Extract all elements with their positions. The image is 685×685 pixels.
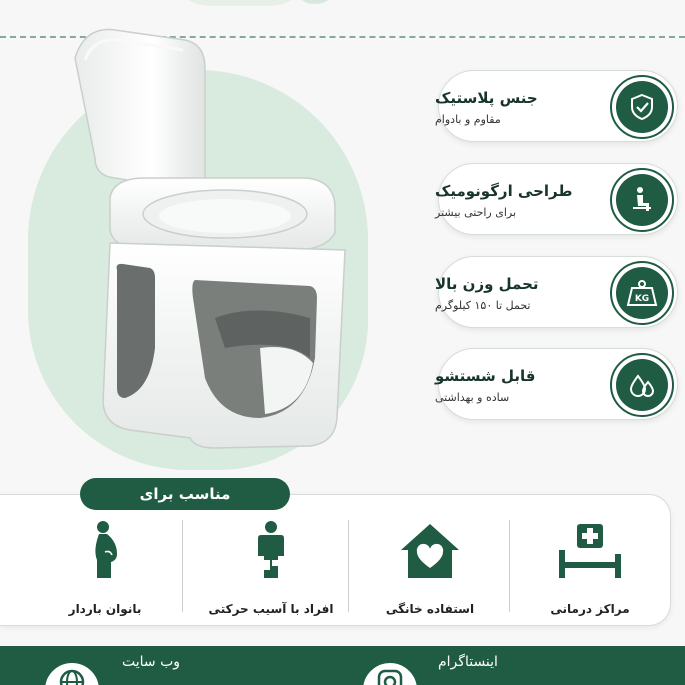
instagram-icon-circle[interactable] (360, 660, 420, 685)
kg-label: KG (634, 294, 650, 304)
seated-person-icon (616, 174, 668, 226)
suitable-item-label: مراکز درمانی (550, 602, 630, 616)
suitable-item-pregnant (30, 520, 180, 620)
suitable-item-clinic (515, 520, 665, 620)
website-label[interactable]: وب سایت (122, 654, 181, 670)
item-divider (509, 520, 510, 612)
shield-check-icon (616, 81, 668, 133)
water-drops-icon (616, 359, 668, 411)
injured-person-icon (251, 520, 291, 582)
suitable-for-title: مناسب برای (80, 478, 290, 510)
feature-card-washable (435, 348, 678, 420)
suitable-item-label: افراد با آسیب حرکتی (208, 602, 334, 616)
feature-card-weight (435, 256, 678, 328)
home-heart-icon (399, 520, 461, 582)
footer-bar (0, 646, 685, 685)
suitable-item-label: استفاده خانگی (385, 602, 475, 616)
website-icon-circle[interactable] (42, 660, 102, 685)
feature-subtitle: ساده و بهداشتی (435, 390, 510, 404)
pregnant-woman-icon (83, 520, 127, 582)
top-decoration (165, 0, 315, 6)
feature-title: قابل شستشو (435, 366, 536, 385)
item-divider (348, 520, 349, 612)
feature-title: طراحی ارگونومیک (435, 181, 573, 200)
suitable-item-injured (196, 520, 346, 620)
feature-subtitle: برای راحتی بیشتر (435, 205, 517, 219)
feature-card-ergonomic (435, 163, 678, 235)
feature-subtitle: تحمل تا ۱۵۰ کیلوگرم (435, 298, 531, 312)
item-divider (182, 520, 183, 612)
instagram-label[interactable]: اینستاگرام (438, 654, 498, 670)
hospital-bed-icon (555, 520, 625, 582)
feature-subtitle: مقاوم و بادوام (435, 112, 501, 126)
feature-card-material (435, 70, 678, 142)
top-decoration-small (290, 0, 340, 4)
instagram-icon (377, 669, 403, 685)
suitable-item-label: بانوان باردار (68, 602, 142, 616)
feature-title: تحمل وزن بالا (435, 274, 539, 293)
globe-icon (59, 669, 85, 685)
kg-weight-icon (616, 267, 668, 319)
suitable-item-home (355, 520, 505, 620)
portable-toilet-image (55, 18, 355, 458)
feature-title: جنس پلاستیک (435, 88, 538, 107)
